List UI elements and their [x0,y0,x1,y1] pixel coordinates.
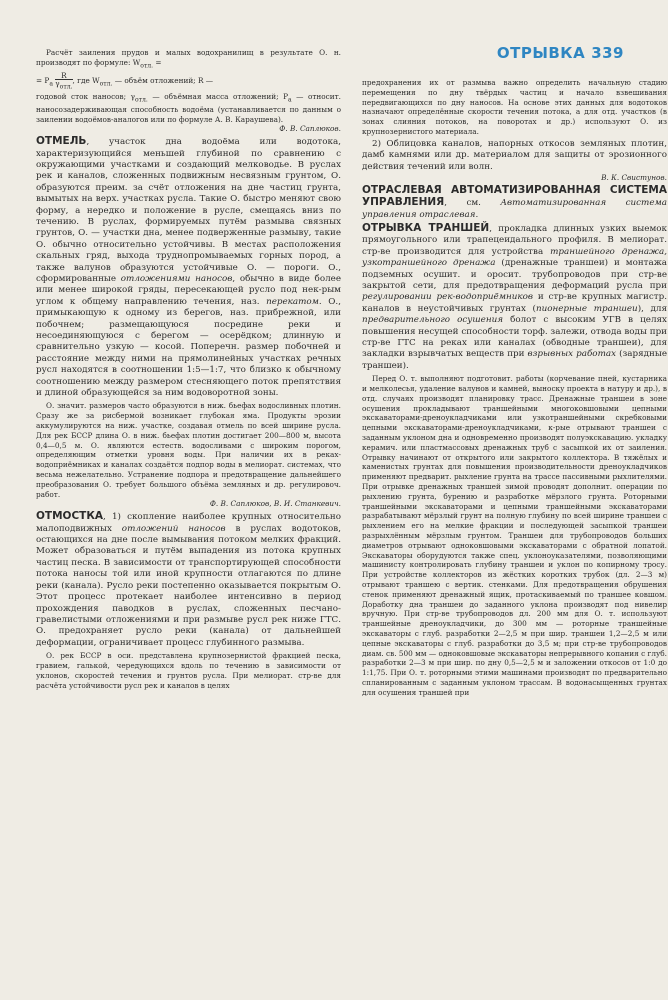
page-number: 339 [591,44,624,62]
entry-otmel-text-2: , обычно в виде более или менее широкой гряды, пересекающей русло под нек-рым углом к общему направлению течения, наз. [36,274,341,307]
entry-otryvka-text-4: ), для [637,303,667,314]
formula-tail-sub: отл. [99,80,113,88]
entry-otryvka-italic-4: предварительного осушения [362,315,504,326]
intro-text-1: Расчёт заиления прудов и малых водохранилищ в результате О. н. производят по формуле: W [36,48,341,67]
formula-den-sub: отл. [59,83,73,91]
entry-otmostka-headword: ОТМОСТКА [36,510,104,523]
formula-tail: , где W [72,76,100,86]
entry-otmel-italic: отложениями наносов [120,274,233,285]
entry-otryvka-text-3: и стр-ве крупных магистр. каналов в неустойчивых грунтах ( [362,292,667,314]
intro-text-4: — относит. наносозадерживающая способность водоёма (устанавливается по данным о заилении водоёмов-аналогов или по формуле А. В. Караушева). [36,91,341,124]
entry-otmostka [36,511,341,649]
entry-otmel-small: О. значит. размеров часто образуются в ниж. бьефах водосливных плотин. Сразу же за рисбермой возникает глубокая яма. Продукты эрозии аккумулируются на ниж. участке, создавая отмель по всей ширине русла. Для рек БССР длина О. в ниж. бьефах плотин достигает 200—800 м, высота 0,4—0,5 м. О. являются естеств. водосливами с широким порогом, определяющим отметки уровня воды. При наличии их в реках-водоприёмниках и каналах создаётся подпор воды в мелиорат. системах, что весьма нежелательно. Устранение подпора и предотвращение дальнейшего преобразования О. требует большого объёма земляных и др. регулировоч. работ. [36,401,341,499]
formula-den-symbol: γ [55,79,60,89]
otmostka-signature: В. К. Свистунов. [601,173,667,182]
intro-paragraph [36,48,341,71]
otmostka-continued: предохранения их от размыва важно определить начальную стадию перемещения по дну твёрдых частиц и начало взвешивания передвигающихся по дну наносов. На основе этих данных для водотоков назначают определённые скорости течения потока, а для отд. участков (в зонах слияния потоков, на поворотах и др.) используют О. из крупнозернистого материала. [362,78,667,136]
entry-otmostka-italic: отложений наносов [121,523,226,534]
entry-asu-headword: ОТРАСЛЕВАЯ АВТОМАТИЗИРОВАННАЯ СИСТЕМА УПРАВЛЕНИЯ [362,183,667,209]
otmostka-item-2: 2) Облицовка каналов, напорных откосов земляных плотин, дамб камнями или др. материалом для защиты от эрозионного действия течений или волн. [362,138,667,172]
entry-otryvka [362,223,667,372]
intro-sub-2: отл. [135,95,148,103]
entry-otryvka-italic-3: пионерные траншеи [535,303,638,314]
entry-otryvka-small: Перед О. т. выполняют подготовит. работы (корчевание пней, кустарника и мелколесья, удаление валунов и камней, выноску проекта в натуру и др.), в отд. случаях производят планировку трасс. Дренажные траншеи в зоне осушения прокладывают траншейными многоковшовыми цепными экскаваторами-дреноукладчиками или узкотраншейными скребковыми цепными экскаваторами-дреноукладчиками, к-рые отрывают траншеи с заданным уклоном дна и одновременно производят полуэкскавацию. укладку керамич. или пластмассовых дренажных труб с засыпкой их от заиления. Отрывку начинают от открытого или закрытого коллектора. В тяжёлых и каменистых грунтах для повышения производительности дреноукладчиков применяют предварит. рыхление грунта на трассе пассивными рыхлителями. При отрывке дренажных траншей зимой проводят дополнит. операции по рыхлению грунта, бурению и разработке мёрзлого грунта. Роторными траншейными экскаваторами и цепными траншейными экскаваторами разрабатывают мёрзлый грунт на полную глубину по всей ширине траншеи с рыхлением его на мелкие фракции и последующей засыпкой траншеи разрыхлённым мёрзлым грунтом. Траншеи для трубопроводов больших диаметров отрывают одноковшовыми экскаваторами с обратной лопатой. Экскаваторы оборудуются также спец. уклоноуказателями, позволяющими машинисту контролировать глубину траншеи и уклон по копирному тросу. При устройстве коллекторов из жёстких коротких трубок (дл. 2—3 м) отрывают траншею с вертик. стенками. Для предотвращения обрушения стенок применяют дренажный ящик, протаскиваемый по траншее ковшом. Доработку дна траншеи до заданного уклона производят под нивелир вручную. При стр-ве трубопроводов дл. 200 мм для О. т. используют траншейные дреноукладчики, до 300 мм — роторные траншейные экскаваторы с глуб. разработки 2—2,5 м при шир. траншеи 1,2—2,5 м или цепные экскаваторы с глуб. разработки до 3,5 м; при стр-ве трубопроводов диам. св. 500 мм — одноковшовые экскаваторы непрерывного копания с глуб. разработки 2—3 м при шир. по дну 0,5—2,5 м и заложении откосов от 1:0 до 1:1,75. При О. т. роторными этими машинами производят по предварительно спланированным с заданным уклоном трассам. В водонасыщенных грунтах для осушения траншей при [362,374,667,697]
left-column [36,48,341,690]
entry-otmel-headword: ОТМЕЛЬ [36,135,87,148]
intro-eq: = [153,57,162,67]
entry-otmostka-text: , 1) скопление наиболее крупных относительно малоподвижных [36,512,341,534]
intro-text-3: — объёмная масса отложений; P [147,91,289,101]
formula-left: = P [36,76,50,86]
intro-signature: Ф. В. Саплюков. [279,124,341,134]
running-head-title: ОТРЫВКА [496,44,586,62]
entry-asu [362,185,667,221]
entry-otryvka-text: , прокладка длинных узких выемок прямоугольного или трапецеидального профиля. В мелиорат. стр-ве производится для устройства [362,224,667,257]
right-column [362,78,667,698]
intro-sub: отл. [140,62,154,70]
formula-tail-2: — объём отложений; R — [112,76,214,86]
entry-otmel-italic-2: перекатом [266,296,319,307]
formula-numerator: R [55,72,72,80]
formula-line [36,72,341,90]
entry-otryvka-italic: траншейного дренажа, узкотраншейного дренажа [362,246,668,269]
formula-denominator [55,79,73,91]
intro-text-2: годовой сток наносов; γ [36,91,136,101]
intro-sub-3: a [288,95,292,103]
entry-otryvka-text-2: (дренажные траншеи) и монтажа подземных осушит. и оросит. трубопроводов при стр-ве закрытой сети, для предотвращения деформаций русла при [362,258,668,292]
entry-otryvka-italic-5: взрывных работах [527,349,617,360]
entry-otmel-text-3: . О., примыкающую к одному из берегов, наз. прибрежной, или побочнем; размещающуюся посредине реки и несоединяющуюся с берегом — осерёдком; длинную и сравнительно узкую — косой. Поперечн. размер побочней и расстояние между ними на прямолинейных участках речных русл находятся в соотношении 1:5—1:7, что близко к обычному соотношению между размером стесняющего поток препятствия и длиной образующейся за ним водоворотной зоны. [36,296,341,399]
entry-asu-link: Автоматизированная система управления отраслевая. [362,198,667,220]
formula-left-sub: a [49,80,53,88]
running-head [491,44,624,62]
entry-otmel [36,136,341,399]
entry-otryvka-headword: ОТРЫВКА ТРАНШЕЙ [362,222,490,235]
intro-continued [36,92,341,125]
entry-otryvka-italic-2: регулировании рек-водоприёмников [362,292,533,303]
entry-otryvka-text-5: болот с высоким УГВ в целях повышения несущей способности торф. залежи, отвода воды при стр-ве ГТС на реках или каналах (обводные траншеи), для закладки взрывчатых веществ при [362,315,667,360]
entry-otmel-text: , участок дна водоёма или водотока, характеризующийся меньшей глубиной по сравнению с окружающими участками и создающий мелководье. В руслах рек и каналов, сложенных подвижным несвязным грунтом, О. образуются преим. за счёт отложения на дне частиц грунта, вымытых на верх. участках русла. Такие О. быстро меняют свою форму, а нередко и положение в русле, смещаясь вниз по течению. В руслах, формируемых путём размыва связных грунтов, О. — участки дна, менее подверженные размыву, такие О. обычно относительно устойчивы. В местах расположения скальных гряд, выхода труднопромываемых горных пород, а также валунов образуются устойчивые О. — пороги. О., сформированные [36,137,341,285]
entry-otryvka-text-6: (зарядные траншеи). [362,349,668,371]
entry-otmostka-small: О. рек БССР в оси. представлена крупнозернистой фракцией песка, гравием, галькой, чередующихся вдоль по течению в зависимости от уклонов, скоростей течения и грунтов русла. При мелиорат. стр-ве для расчёта устойчивости русл рек и каналов в целях [36,651,341,690]
entry-otmostka-text-2: в руслах водотоков, остающихся на дне после вымывания потоком мелких фракций. Может образоваться и путём выпадения из потока крупных частиц песка. В зависимости от транспортирующей способности потока наносы той или иной крупности отлагаются по длине реки (канала). Русло реки постепенно оказывается покрытым О. Этот процесс протекает наиболее интенсивно в период прохождения паводков в руслах, сложенных песчано-гравелистыми отложениями и при размыве русл рек ниже ГТС. О. предохраняет русло реки (канала) от дальнейшей деформации, ограничивает процесс глубинного размыва. [36,523,341,648]
entry-otmel-signature: Ф. В. Саплюков, В. И. Станкевич. [209,499,341,509]
formula-fraction [55,72,72,90]
entry-asu-text: , см. [444,198,501,209]
